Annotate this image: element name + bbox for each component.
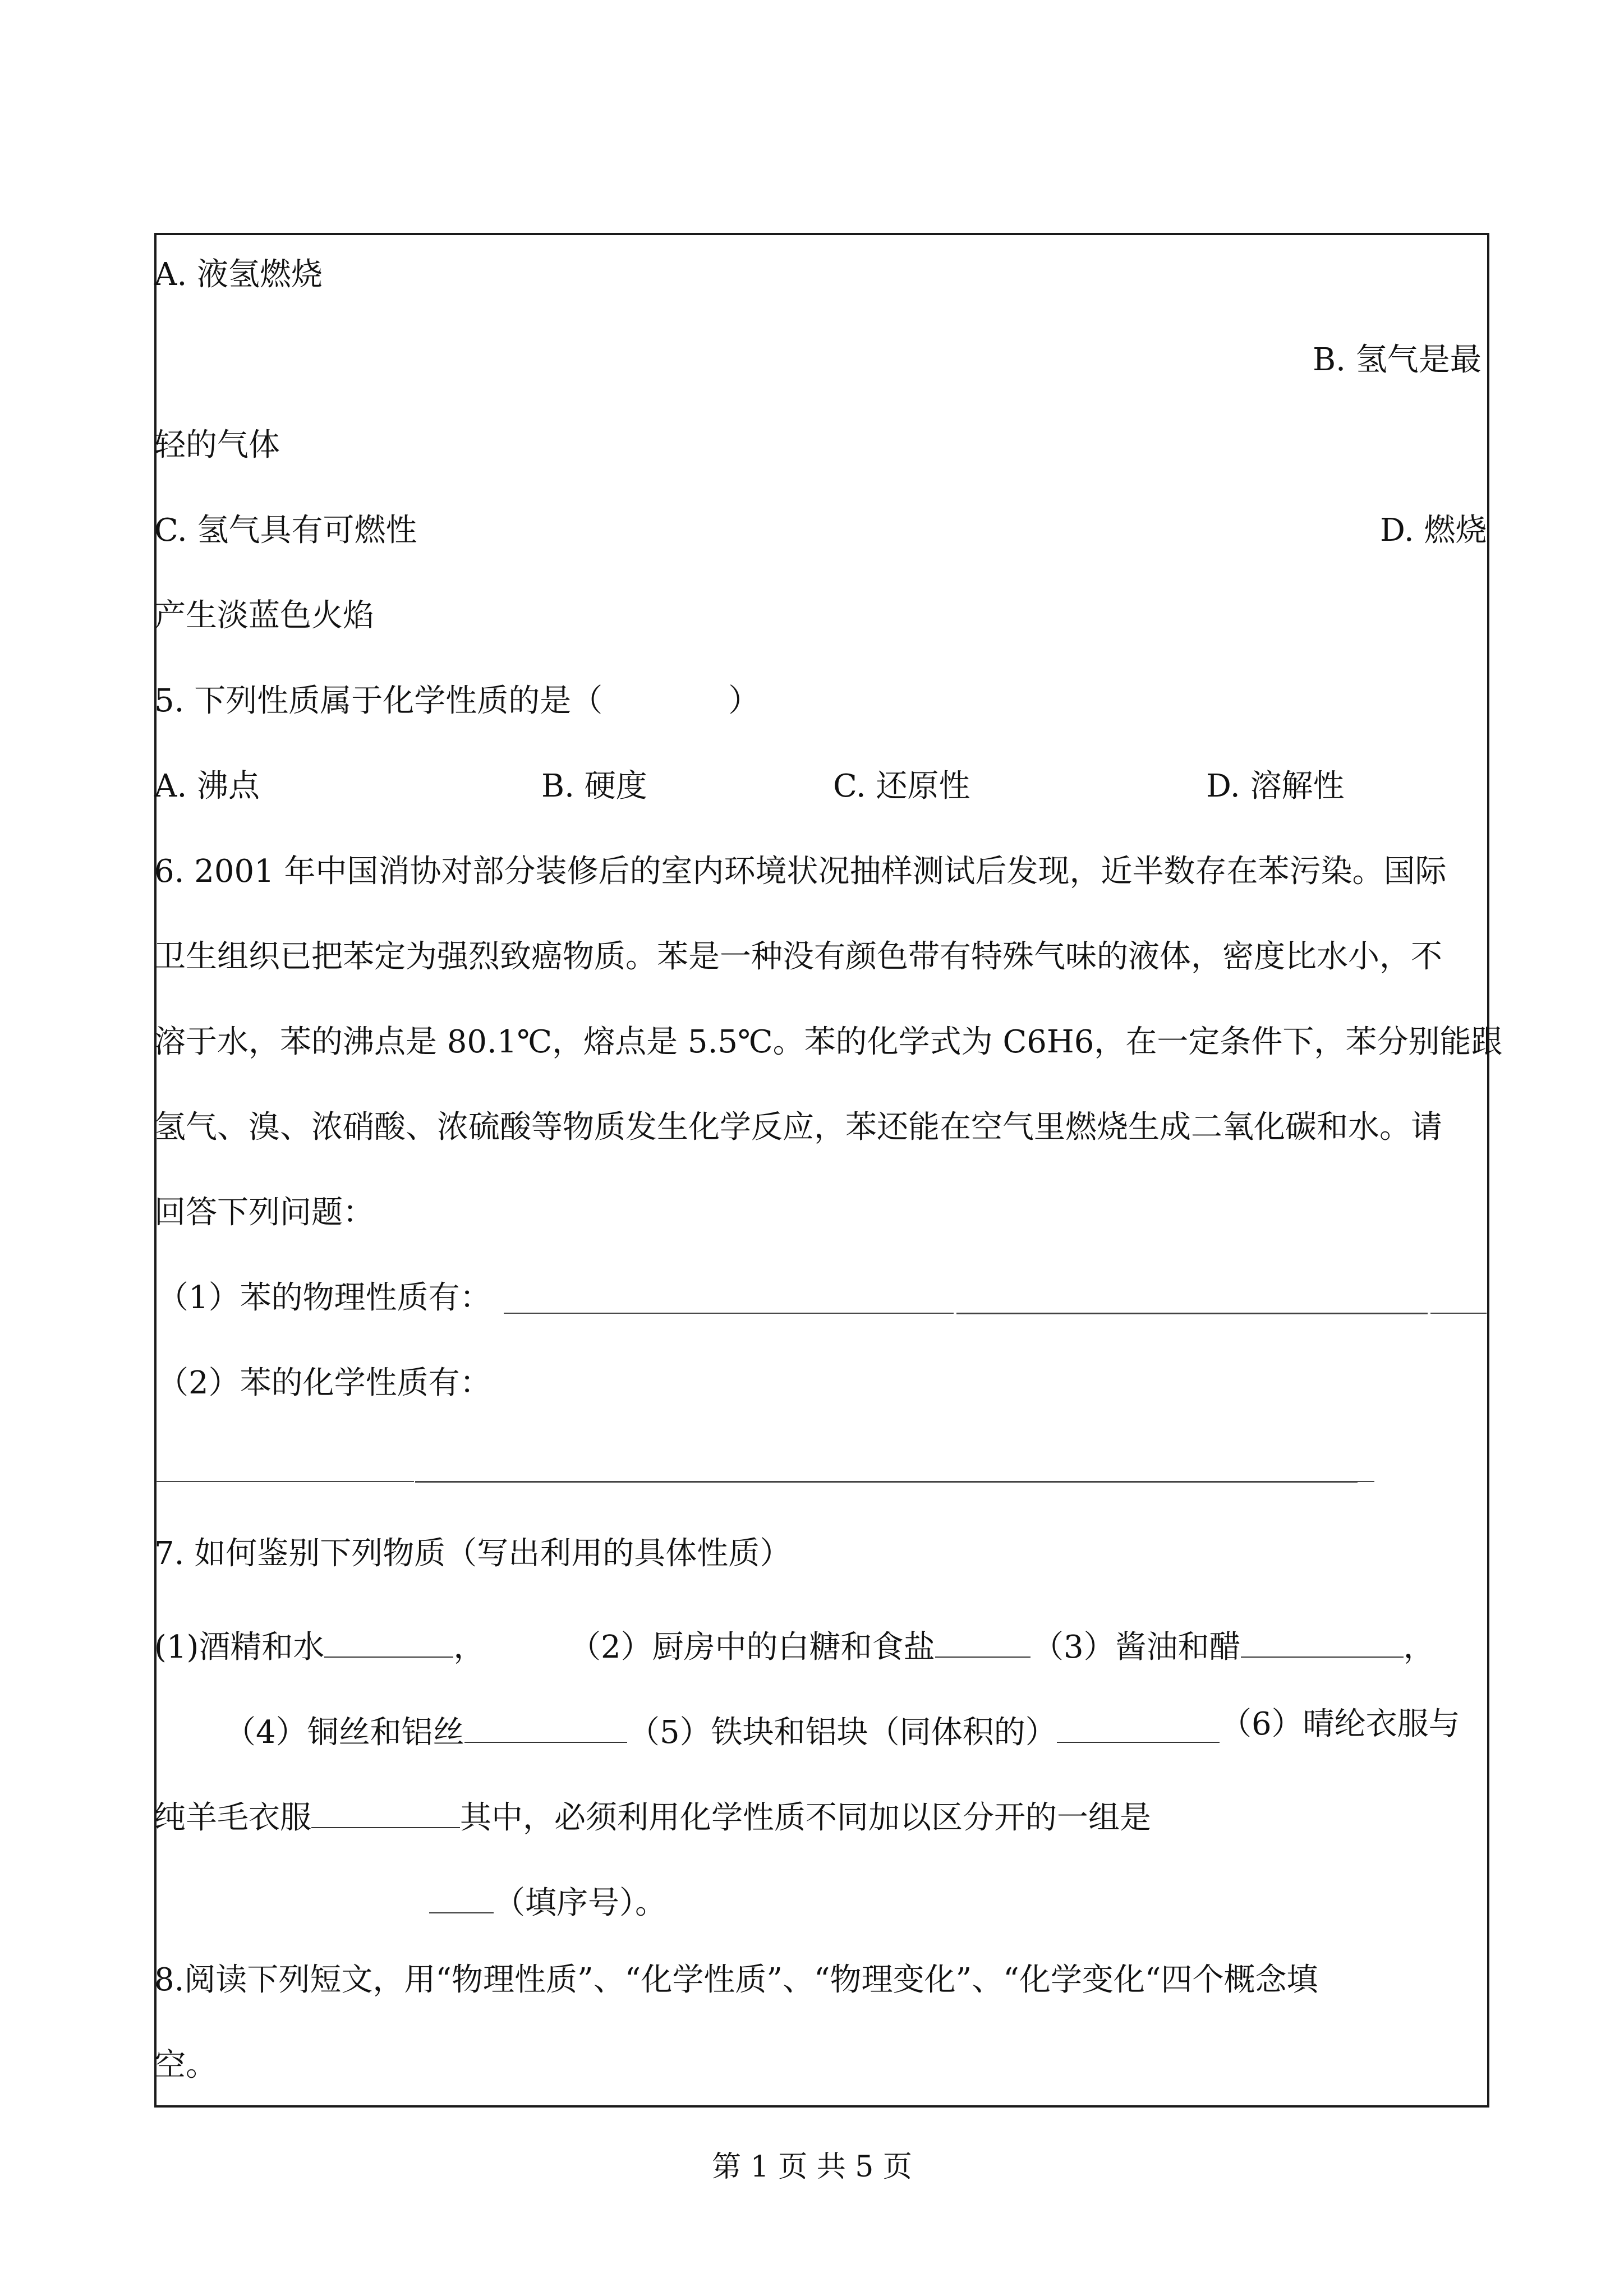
q8-line-2: 空。 <box>154 2047 217 2083</box>
q7-item-2: （2）厨房中的白糖和食盐 <box>569 1623 1030 1663</box>
q5-option-c: C. 还原性 <box>833 768 970 804</box>
q6-line-4: 氢气、溴、浓硝酸、浓硫酸等物质发生化学反应，苯还能在空气里燃烧生成二氧化碳和水。请 <box>154 1109 1442 1145</box>
q6-sub-2: （2）苯的化学性质有： <box>157 1365 491 1401</box>
q4-option-b-cont: 轻的气体 <box>154 427 280 463</box>
q7-item-6: （6）晴纶衣服与 <box>1220 1706 1460 1742</box>
answer-line <box>415 1481 1358 1483</box>
q7-item-3: （3）酱油和醋 ， <box>1032 1623 1435 1663</box>
q7-item-1: (1)酒精和水 ， <box>154 1623 485 1663</box>
q4-option-c: C. 氢气具有可燃性 <box>154 512 417 549</box>
q4-option-a: A. 液氢燃烧 <box>154 256 323 293</box>
q7-item-4: （4）铜丝和铝丝 <box>224 1709 627 1749</box>
page-footer: 第 1 页 共 5 页 <box>712 2150 912 2184</box>
q6-line-3: 溶于水，苯的沸点是 80.1℃，熔点是 5.5℃。苯的化学式为 C6H6，在一定条件下，苯分别能跟 <box>154 1024 1503 1060</box>
answer-line <box>504 1313 954 1314</box>
q6-line-5: 回答下列问题： <box>154 1194 374 1231</box>
q4-option-b: B. 氢气是最 <box>1313 342 1482 378</box>
q6-line-1: 6. 2001 年中国消协对部分装修后的室内环境状况抽样测试后发现，近半数存在苯污染。国际 <box>154 853 1447 890</box>
q7-item-6-cont: 纯羊毛衣服 其中，必须利用化学性质不同加以区分开的一组是 <box>154 1794 1151 1834</box>
q7-fill: （填序号）。 <box>429 1879 666 1919</box>
q5-stem: 5. 下列性质属于化学性质的是（ ） <box>154 683 760 719</box>
q5-option-d: D. 溶解性 <box>1206 768 1345 804</box>
q4-option-d-cont: 产生淡蓝色火焰 <box>154 597 374 634</box>
answer-line <box>956 1313 1428 1314</box>
q8-line-1: 8.阅读下列短文，用“物理性质”、“化学性质”、“物理变化”、“化学变化“四个概念填 <box>154 1962 1318 1998</box>
q6-line-2: 卫生组织已把苯定为强烈致癌物质。苯是一种没有颜色带有特殊气味的液体，密度比水小，不 <box>154 938 1442 975</box>
q7-stem: 7. 如何鉴别下列物质（写出利用的具体性质） <box>154 1535 792 1572</box>
answer-line <box>1430 1313 1487 1314</box>
q7-item-5: （5）铁块和铝块（同体积的） <box>628 1709 1220 1749</box>
q4-option-d: D. 燃烧 <box>1380 512 1487 549</box>
q6-sub-1: （1）苯的物理性质有： <box>157 1280 491 1316</box>
answer-line <box>1358 1481 1374 1482</box>
q5-option-b: B. 硬度 <box>541 768 647 804</box>
q5-option-a: A. 沸点 <box>154 768 260 804</box>
answer-line <box>156 1481 414 1482</box>
